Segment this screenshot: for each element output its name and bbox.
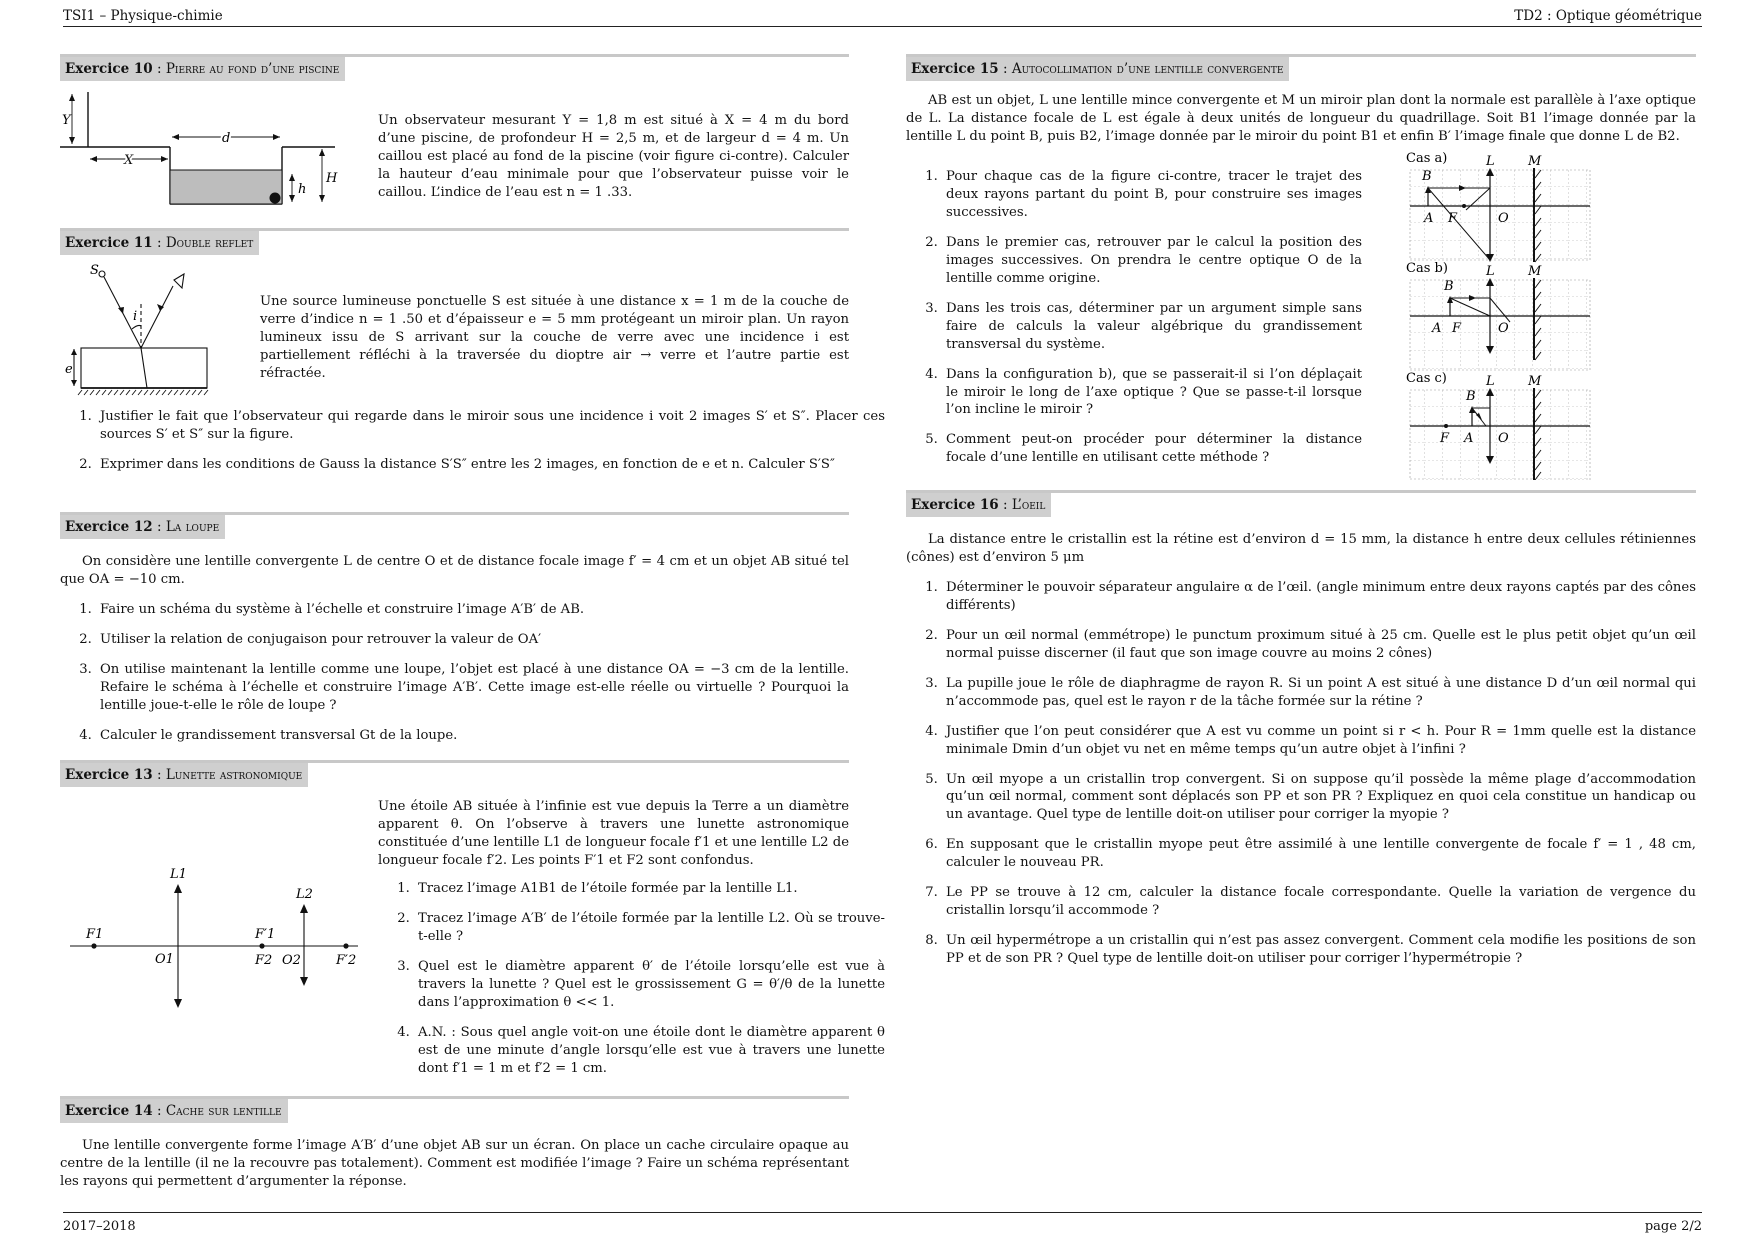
doc-title: TD2 : Optique géométrique bbox=[1514, 8, 1702, 24]
list-item: 2. Utiliser la relation de conjugaison pour retrouver la valeur de OA′ bbox=[96, 631, 849, 649]
label-F2: F2 bbox=[255, 953, 273, 968]
question-list bbox=[60, 408, 885, 474]
label-L: L bbox=[1486, 374, 1495, 389]
exercise-heading: Exercice 16 : L’oeil bbox=[906, 490, 1696, 517]
list-item: 2. Dans le premier cas, retrouver par le calcul la position des images successives. On prendra le centre optique O de la lentille comme origine. bbox=[942, 234, 1362, 288]
exercise-number: Exercice 10 bbox=[65, 61, 153, 77]
exercise-10 bbox=[60, 54, 849, 200]
list-item: 1. Faire un schéma du système à l’échelle et construire l’image A′B′ de AB. bbox=[96, 601, 849, 619]
exercise-heading: Exercice 11 : Double reflet bbox=[60, 228, 849, 255]
exercise-title: L’oeil bbox=[1011, 497, 1046, 513]
exercise-number: Exercice 13 bbox=[65, 767, 153, 783]
label-e: e bbox=[65, 362, 73, 377]
label-d: d bbox=[222, 131, 231, 146]
exercise-12 bbox=[60, 512, 849, 745]
list-item: 1. Pour chaque cas de la figure ci-contre, tracer le trajet des deux rayons partant du point B, pour construire ses images successives. bbox=[942, 168, 1362, 222]
list-item: 4. Justifier que l’on peut considérer que A est vu comme un point si r < h. Pour R = 1mm quelle est la distance minimale Dmin d’un objet vu net en même temps qu’un autre objet à l’infini ? bbox=[942, 723, 1696, 759]
label-Y: Y bbox=[62, 113, 71, 128]
label-S: S bbox=[90, 264, 99, 278]
label-O2: O2 bbox=[282, 953, 301, 968]
label-B: B bbox=[1466, 389, 1476, 404]
question-list bbox=[906, 579, 1696, 968]
exercise-16 bbox=[906, 490, 1696, 968]
case-c bbox=[1406, 371, 1590, 480]
label-H: H bbox=[326, 171, 338, 186]
exercise-15 bbox=[906, 54, 1696, 466]
exercise-title: Autocollimation d’une lentille convergente bbox=[1011, 61, 1284, 77]
page-footer bbox=[63, 1212, 1702, 1236]
exercise-number: Exercice 11 bbox=[65, 235, 153, 251]
course-title: TSI1 – Physique-chimie bbox=[63, 8, 223, 24]
list-item: 5. Comment peut-on procéder pour déterminer la distance focale d’une lentille en utilisant cette méthode ? bbox=[942, 431, 1362, 467]
label-B: B bbox=[1444, 279, 1454, 294]
label-L1: L1 bbox=[170, 867, 187, 882]
label-A: A bbox=[1432, 321, 1442, 336]
label-F: F bbox=[1452, 321, 1462, 336]
list-item: 1. Justifier le fait que l’observateur qui regarde dans le miroir sous une incidence i voit 2 images S′ et S″. Placer ces sources S′ et S″ sur la figure. bbox=[96, 408, 885, 444]
exercise-text: Un observateur mesurant Y = 1,8 m est situé à X = 4 m du bord d’une piscine, de profondeur H = 2,5 m, et de largeur d = 4 m. Un caillou est placé au fond de la piscine (voir figure ci-contre). Calculer la hauteur d’eau minimale pour que l’observateur puisse voir le caillou. L’indice de l’eau est n = 1 .33. bbox=[378, 113, 849, 200]
exercise-number: Exercice 16 bbox=[911, 497, 999, 513]
label-L2: L2 bbox=[296, 887, 313, 902]
label-O: O bbox=[1498, 211, 1509, 226]
exercise-text: On considère une lentille convergente L de centre O et de distance focale image f′ = 4 cm et un objet AB situé tel que OA = −10 cm. bbox=[60, 554, 849, 587]
exercise-text: Une source lumineuse ponctuelle S est située à une distance x = 1 m de la couche de verre d’indice n = 1 .50 et d’épaisseur e = 5 mm protégeant un miroir plan. Un rayon lumineux issu de S arrivant sur la couche de verre avec une incidence i est partiellement réfléchi à la traversée du dioptre air → verre et l’autre partie est réfractée. bbox=[260, 294, 849, 381]
page-number: page 2/2 bbox=[1644, 1219, 1702, 1234]
label-F1-prime: F′1 bbox=[255, 927, 276, 942]
list-item: 1. Déterminer le pouvoir séparateur angulaire α de l’œil. (angle minimum entre deux rayons captés par des cônes différents) bbox=[942, 579, 1696, 615]
label-F: F bbox=[1440, 431, 1450, 446]
list-item: 3. Quel est le diamètre apparent θ′ de l’étoile lorsqu’elle est vue à travers la lunette ? Quel est le grossissement G = θ′/θ de la lunette dans l’approximation θ << 1. bbox=[414, 958, 885, 1012]
case-a-label: Cas a) bbox=[1406, 151, 1448, 166]
list-item: 4. Calculer le grandissement transversal Gt de la loupe. bbox=[96, 727, 849, 745]
exercise-heading: Exercice 10 : Pierre au fond d’une piscine bbox=[60, 54, 849, 81]
question-list bbox=[60, 601, 849, 745]
label-B: B bbox=[1422, 169, 1432, 184]
list-item: 3. Dans les trois cas, déterminer par un argument simple sans faire de calculs la valeur algébrique du grandissement transversal du système. bbox=[942, 300, 1362, 354]
list-item: 8. Un œil hypermétrope a un cristallin qui n’est pas assez convergent. Comment cela modifie les positions de son PP et de son PR ? Quel type de lentille doit-on utiliser pour corriger l’hypermétropie ? bbox=[942, 932, 1696, 968]
exercise-13 bbox=[60, 760, 885, 1076]
list-item: 2. Exprimer dans les conditions de Gauss la distance S′S″ entre les 2 images, en fonction de e et n. Calculer S′S″ bbox=[96, 456, 885, 474]
exercise-title: Cache sur lentille bbox=[165, 1103, 282, 1119]
label-M: M bbox=[1528, 264, 1542, 279]
label-F2-prime: F′2 bbox=[336, 953, 357, 968]
label-h: h bbox=[298, 182, 307, 197]
label-A: A bbox=[1464, 431, 1474, 446]
telescope-figure bbox=[60, 860, 360, 1010]
list-item: 2. Tracez l’image A′B′ de l’étoile formée par la lentille L2. Où se trouve-t-elle ? bbox=[414, 910, 885, 946]
label-O: O bbox=[1498, 431, 1509, 446]
exercise-heading: Exercice 15 : Autocollimation d’une lentille convergente bbox=[906, 54, 1696, 81]
list-item: 6. En supposant que le cristallin myope peut être assimilé à une lentille convergente de focale f′ = 1 , 48 cm, calculer le nouveau PR. bbox=[942, 836, 1696, 872]
exercise-text: La distance entre le cristallin est la rétine est d’environ d = 15 mm, la distance h entre deux cellules rétiniennes (cônes) est d’environ 5 μm bbox=[906, 532, 1696, 565]
label-A: A bbox=[1424, 211, 1434, 226]
label-L: L bbox=[1486, 264, 1495, 279]
list-item: 7. Le PP se trouve à 12 cm, calculer la distance focale correspondante. Quelle la variation de vergence du cristallin lorsqu’il accommode ? bbox=[942, 884, 1696, 920]
case-b-label: Cas b) bbox=[1406, 261, 1448, 276]
label-M: M bbox=[1528, 374, 1542, 389]
label-X: X bbox=[124, 153, 134, 168]
label-F: F bbox=[1448, 211, 1458, 226]
label-M: M bbox=[1528, 154, 1542, 169]
label-O: O bbox=[1498, 321, 1509, 336]
question-list bbox=[906, 168, 1362, 467]
school-year: 2017–2018 bbox=[63, 1219, 136, 1234]
list-item: 1. Tracez l’image A1B1 de l’étoile formée par la lentille L1. bbox=[414, 880, 885, 898]
label-O1: O1 bbox=[155, 952, 174, 967]
list-item: 5. Un œil myope a un cristallin trop convergent. Si on suppose qu’il possède la même plage d’accommodation qu’un œil normal, comment sont déplacés son PP et son PR ? Expliquez en quoi cela constitue un handicap ou un avantage. Quel type de lentille doit-on utiliser pour corriger la myopie ? bbox=[942, 771, 1696, 825]
page-header bbox=[63, 6, 1702, 27]
exercise-11 bbox=[60, 228, 885, 472]
case-c-label: Cas c) bbox=[1406, 371, 1447, 386]
exercise-number: Exercice 15 bbox=[911, 61, 999, 77]
exercise-heading: Exercice 12 : La loupe bbox=[60, 512, 849, 539]
case-b bbox=[1406, 261, 1590, 370]
list-item: 3. On utilise maintenant la lentille comme une loupe, l’objet est placé à une distance OA = −3 cm de la lentille. Refaire le schéma à l’échelle et construire l’image A′B′. Cette image est-elle réelle ou virtuelle ? Pourquoi la lentille joue-t-elle le rôle de loupe ? bbox=[96, 661, 849, 715]
list-item: 2. Pour un œil normal (emmétrope) le punctum proximum situé à 25 cm. Quelle est le plus petit objet qu’un œil normal puisse discerner (il faut que son image couvre au moins 2 cônes) bbox=[942, 627, 1696, 663]
exercise-heading: Exercice 13 : Lunette astronomique bbox=[60, 760, 849, 787]
exercise-title: La loupe bbox=[165, 519, 220, 535]
question-list bbox=[378, 880, 885, 1078]
pool-figure bbox=[60, 92, 350, 212]
autocollimation-figure bbox=[1406, 150, 1606, 480]
exercise-title: Pierre au fond d’une piscine bbox=[165, 61, 340, 77]
exercise-number: Exercice 12 bbox=[65, 519, 153, 535]
exercise-14 bbox=[60, 1096, 849, 1191]
case-a bbox=[1406, 151, 1590, 262]
exercise-title: Lunette astronomique bbox=[165, 767, 303, 783]
list-item: 4. A.N. : Sous quel angle voit-on une étoile dont le diamètre apparent θ est de une minute d’angle lorsqu’elle est vue à travers une lunette dont f′1 = 1 m et f′2 = 1 cm. bbox=[414, 1024, 885, 1078]
exercise-heading: Exercice 14 : Cache sur lentille bbox=[60, 1096, 849, 1123]
list-item: 4. Dans la configuration b), que se passerait-il si l’on déplaçait le miroir le long de l’axe optique ? Que se passe-t-il lorsque l’on incline le miroir ? bbox=[942, 366, 1362, 420]
label-F1: F1 bbox=[86, 927, 104, 942]
label-L: L bbox=[1486, 154, 1495, 169]
glass-mirror-figure bbox=[60, 264, 260, 399]
exercise-text: Une étoile AB située à l’infinie est vue depuis la Terre a un diamètre apparent θ. On l’observe à travers une lunette astronomique constituée d’une lentille L1 de longueur focale f′1 et une lentille L2 de longueur focale f′2. Les points F′1 et F2 sont confondus. bbox=[378, 799, 850, 868]
list-item: 3. La pupille joue le rôle de diaphragme de rayon R. Si un point A est situé à une distance D d’un œil normal qui n’accommode pas, quel est le rayon r de la tâche formée sur la rétine ? bbox=[942, 675, 1696, 711]
exercise-text: Une lentille convergente forme l’image A′B′ d’une objet AB sur un écran. On place un cache circulaire opaque au centre de la lentille (il ne la recouvre pas totalement). Comment est modifiée l’image ? Faire un schéma représentant les rayons qui permettent d’argumenter la réponse. bbox=[60, 1138, 849, 1189]
exercise-text: AB est un objet, L une lentille mince convergente et M un miroir plan dont la normale est parallèle à l’axe optique de L. La distance focale de L est égale à deux unités de longueur du quadrillage. Soit B1 l’image donnée par la lentille L du point B, puis B2, l’image donnée par le miroir du point B1 et enfin B′ l’image finale que donne L de B2. bbox=[906, 93, 1696, 144]
exercise-title: Double reflet bbox=[165, 235, 254, 251]
label-i: i bbox=[133, 309, 138, 324]
exercise-number: Exercice 14 bbox=[65, 1103, 153, 1119]
